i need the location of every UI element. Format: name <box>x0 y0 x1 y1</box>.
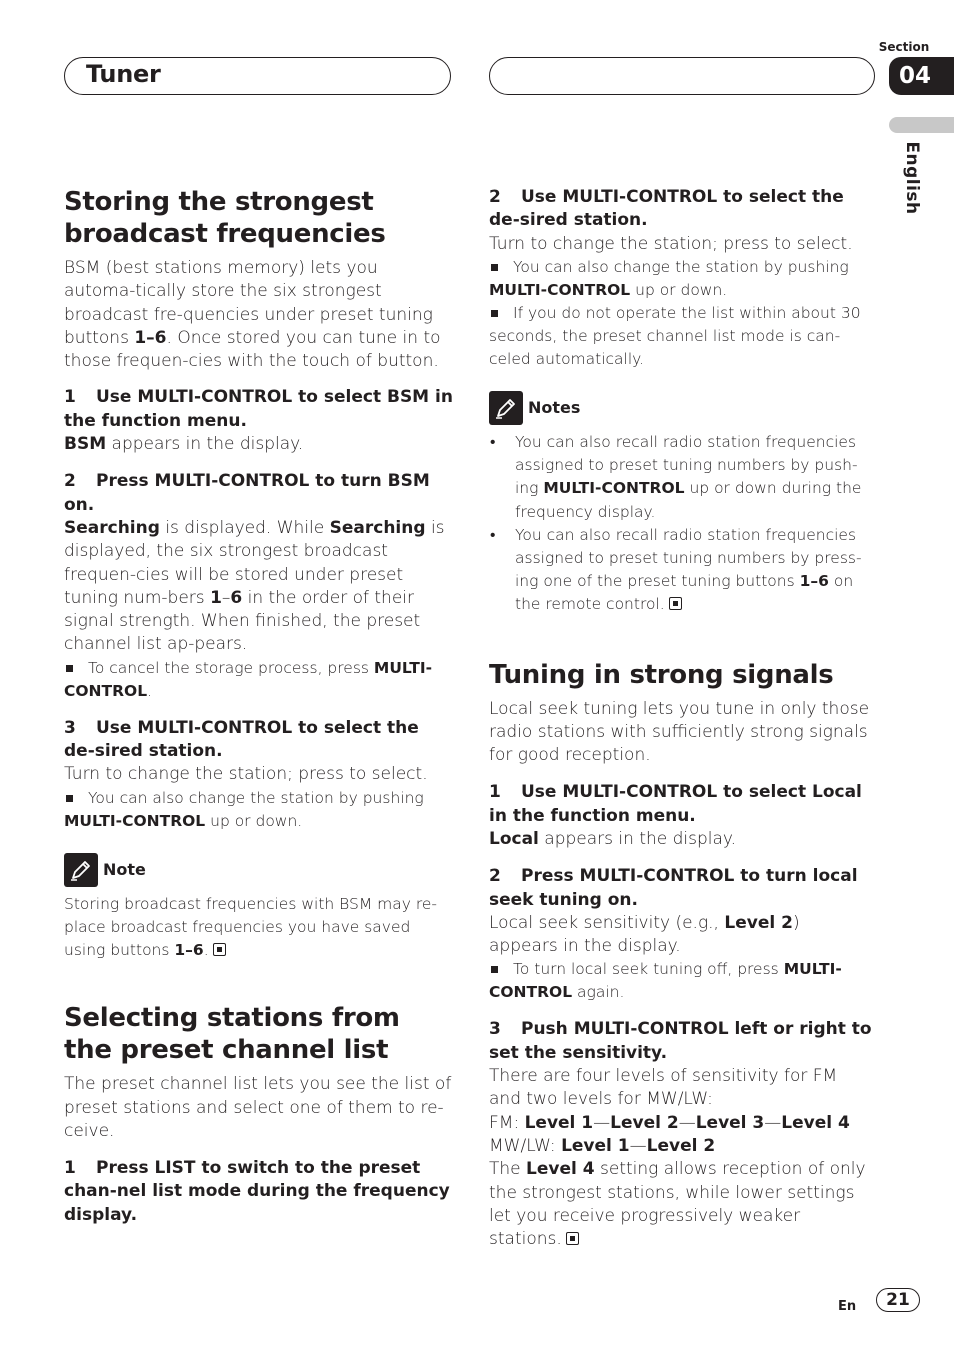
bsm-step-3-title <box>64 717 453 764</box>
notes-item-2-text: You can also recall radio station frequencies assigned to preset tuning numbers by press-ing one of the preset tuning buttons 1–6 on the remote control. <box>515 525 862 614</box>
notes-item-1: • You can also recall radio station frequencies assigned to preset tuning numbers by push-ing MULTI-CONTROL up or down during the frequency display. <box>489 431 873 524</box>
step-text: Press MULTI-CONTROL to turn BSM on. <box>64 471 430 515</box>
step-text: Use MULTI-CONTROL to select the de-sired station. <box>64 717 419 762</box>
bsm-step-1-body: BSM appears in the display. <box>64 434 304 455</box>
section-label: Section <box>878 40 930 54</box>
bsm-step-2-title <box>64 470 453 517</box>
local-heading: Tuning in strong signals <box>489 659 834 690</box>
end-of-section-icon <box>566 1232 579 1245</box>
note-text-content: Storing broadcast frequencies with BSM may re-place broadcast frequencies you have saved using buttons 1–6. <box>64 894 438 960</box>
local-closing-text: The Level 4 setting allows reception of only the strongest stations, while lower settings let you receive progressively weaker stations. <box>489 1159 866 1250</box>
language-label: English <box>902 141 922 215</box>
step-text: Push MULTI-CONTROL left or right to set the sensitivity. <box>489 1019 872 1063</box>
preset-heading: Selecting stations from the preset channel list <box>64 1003 400 1066</box>
local-step-1-body: Local appears in the display. <box>489 829 736 849</box>
local-step-2-bullet: To turn local seek tuning off, press MULTI-CONTROL again. <box>489 958 873 1004</box>
local-intro: Local seek tuning lets you tune in only those radio stations with sufficiently strong signals for good reception. <box>489 698 870 766</box>
local-step-1-title <box>489 781 873 828</box>
step-number: 1 <box>489 782 501 803</box>
language-tab <box>889 117 954 133</box>
note-title: Note <box>103 860 146 880</box>
bsm-step-2-bullet: To cancel the storage process, press MULTI-CONTROL. <box>64 657 453 703</box>
step-text: Use MULTI-CONTROL to select Local in the function menu. <box>489 782 862 826</box>
preset-step-1-title <box>64 1157 453 1227</box>
right-column <box>489 186 873 1251</box>
notes-item-2 <box>489 524 873 617</box>
pencil-note-icon <box>64 853 98 887</box>
notes-title: Notes <box>528 398 581 418</box>
end-of-section-icon <box>213 943 226 956</box>
pencil-note-icon <box>489 391 523 425</box>
bsm-heading: Storing the strongest broadcast frequencies <box>64 187 386 249</box>
mwlw-levels-line: MW/LW: Level 1—Level 2 <box>489 1135 716 1156</box>
fm-levels-line: FM: Level 1—Level 2—Level 3—Level 4 <box>489 1112 850 1133</box>
local-step-3-title <box>489 1018 873 1065</box>
local-closing <box>489 1158 873 1251</box>
local-step-2-body: Local seek sensitivity (e.g., Level 2) appears in the display. <box>489 912 800 957</box>
preset-step-2-bullet-1: You can also change the station by pushing MULTI-CONTROL up or down. <box>489 256 873 302</box>
header-blank-frame <box>489 57 875 95</box>
bsm-step-3-bullet: You can also change the station by pushing MULTI-CONTROL up or down. <box>64 787 453 833</box>
bsm-step-2-body: Searching is displayed. While Searching is displayed, the six strongest broadcast frequen-cies will be stored under preset tuning num-bers 1–6 in the order of their signal strength. When finished, the preset channel list ap-pears. <box>64 517 445 655</box>
note-header <box>64 853 453 887</box>
step-number: 3 <box>489 1019 501 1040</box>
section-number-tab: 04 <box>889 57 954 95</box>
end-of-section-icon <box>669 597 682 610</box>
step-number: 2 <box>64 471 76 492</box>
step-number: 2 <box>489 187 501 207</box>
preset-step-2-title <box>489 186 873 233</box>
bsm-step-3-body: Turn to change the station; press to select. <box>64 764 428 785</box>
bsm-intro: BSM (best stations memory) lets you automa-tically store the six strongest broadcast fre-quencies under preset tuning buttons 1–6. Once stored you can tune in to those frequen-cies with the touch of button. <box>64 258 441 372</box>
preset-intro: The preset channel list lets you see the list of preset stations and select one of them to re-ceive. <box>64 1074 452 1141</box>
step-text: Use MULTI-CONTROL to select the de-sired station. <box>489 187 844 231</box>
left-column <box>64 186 453 1227</box>
notes-header <box>489 391 873 425</box>
step-number: 2 <box>489 866 501 887</box>
note-text <box>64 893 453 963</box>
local-step-3-body: There are four levels of sensitivity for FM and two levels for MW/LW: <box>489 1066 838 1110</box>
preset-step-2-bullet-2: If you do not operate the list within about 30 seconds, the preset channel list mode is can-celed automatically. <box>489 302 873 371</box>
step-text: Press LIST to switch to the preset chan-nel list mode during the frequency display. <box>64 1158 450 1225</box>
step-number: 1 <box>64 387 76 408</box>
local-step-2-title <box>489 865 873 912</box>
footer-language-code: En <box>838 1299 857 1314</box>
step-number: 1 <box>64 1158 76 1179</box>
page-number: 21 <box>876 1288 920 1312</box>
chapter-title: Tuner <box>86 60 161 88</box>
preset-step-2-body: Turn to change the station; press to select. <box>489 233 853 254</box>
step-text: Use MULTI-CONTROL to select BSM in the function menu. <box>64 387 453 431</box>
step-number: 3 <box>64 717 76 738</box>
step-text: Press MULTI-CONTROL to turn local seek tuning on. <box>489 866 858 910</box>
bsm-step-1-title <box>64 386 453 433</box>
